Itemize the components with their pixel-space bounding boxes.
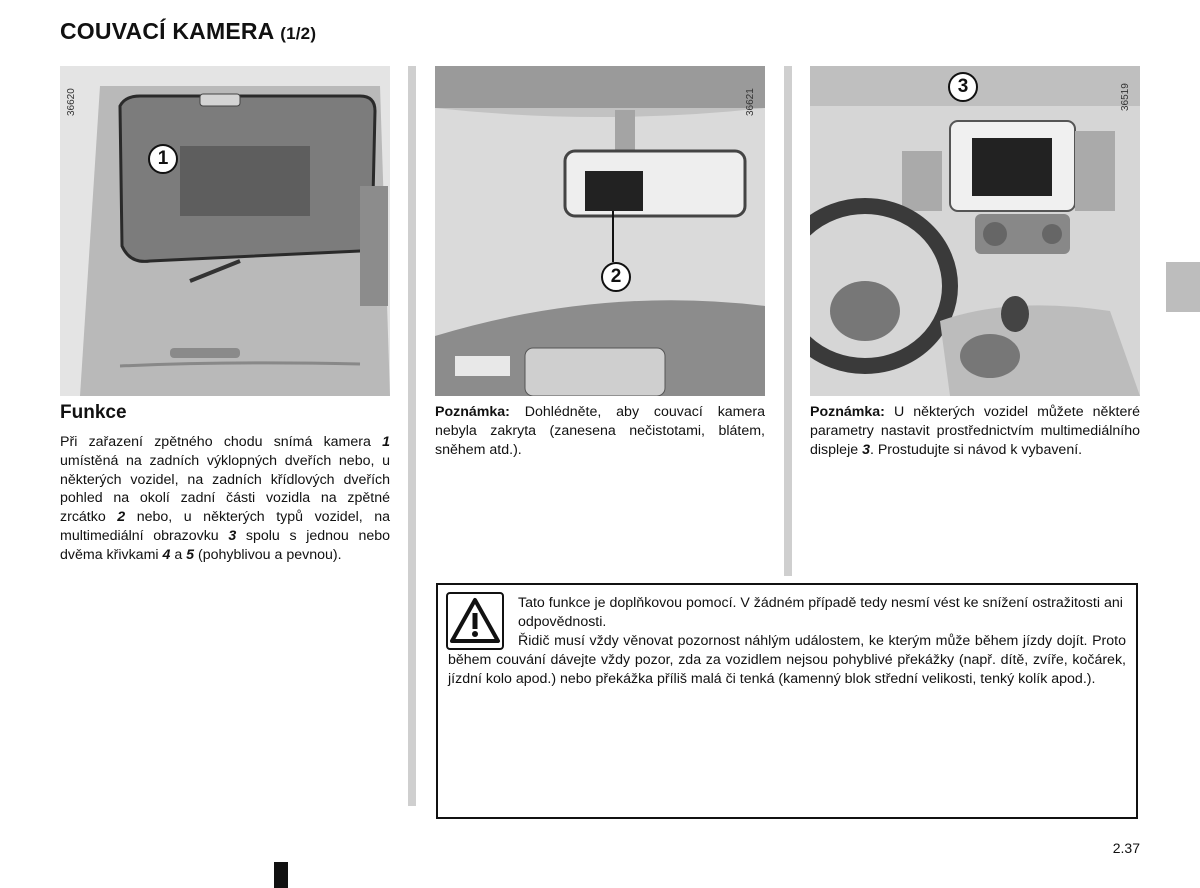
callout-1: 1 bbox=[148, 144, 178, 174]
warning-paragraph-2: Řidič musí vždy věnovat pozornost náhlým událostem, ke kterým může během jízdy dojít. Proto během couvání dávejte vždy pozor, zda za vozidlem nejsou pohyblivé překážky (např. dítě, zvíře, kočárek, jízdní kolo apod.) nebo překážka příliš malá či tenká (kamenný blok střední velikosti, tenký kolík apod.). bbox=[448, 633, 1126, 687]
page-number: 2.37 bbox=[1112, 840, 1140, 856]
figure-ref: 36621 bbox=[745, 88, 756, 116]
ref-number: 1 bbox=[382, 434, 390, 450]
ref-number: 3 bbox=[862, 441, 870, 458]
note-multimedia-settings bbox=[810, 403, 1140, 459]
ref-number: 3 bbox=[228, 527, 237, 544]
ref-number: 5 bbox=[186, 546, 195, 563]
text-run: umístěná na zadních výklopných dveřích nebo, u některých vozidel, na zadních křídlových dveřích pohled na okolí zadní části vozidla na zpětné zrcátko bbox=[60, 452, 390, 526]
title-part: (1/2) bbox=[280, 24, 317, 43]
note-label: Poznámka: bbox=[810, 404, 885, 420]
figure-ref: 36620 bbox=[66, 88, 77, 116]
dashboard-illustration bbox=[810, 66, 1140, 396]
figure-mirror bbox=[435, 66, 765, 396]
note-text: . Prostudujte si návod k vybavení. bbox=[869, 441, 1083, 458]
figure-ref: 36519 bbox=[1120, 83, 1131, 111]
callout-3: 3 bbox=[948, 72, 978, 102]
note-label: Poznámka: bbox=[435, 404, 510, 420]
funkce-paragraph bbox=[60, 433, 390, 565]
text-run: Při zařazení zpětného chodu snímá kamera bbox=[60, 434, 383, 450]
column-divider-2 bbox=[784, 66, 792, 576]
figure-dashboard bbox=[810, 66, 1140, 396]
ref-number: 2 bbox=[117, 509, 126, 526]
figure-rear-door bbox=[60, 66, 390, 396]
warning-paragraph-1: Tato funkce je doplňkovou pomocí. V žádném případě tedy nesmí vést ke snížení ostražitosti ani odpovědnosti. bbox=[518, 595, 1123, 630]
chapter-tab bbox=[1166, 262, 1200, 312]
text-run: spolu s jednou nebo dvěma křivkami bbox=[60, 527, 391, 563]
text-run: (pohyblivou a pevnou). bbox=[194, 546, 342, 563]
text-run: nebo, u některých typů vozidel, na multimediální obrazovku bbox=[60, 509, 391, 544]
ref-number: 4 bbox=[162, 546, 171, 563]
column-divider-1 bbox=[408, 66, 416, 806]
text-run: a bbox=[170, 546, 187, 563]
section-heading-funkce: Funkce bbox=[60, 402, 127, 423]
mirror-illustration bbox=[435, 66, 765, 396]
title-text: COUVACÍ KAMERA bbox=[60, 18, 274, 44]
note-camera-clean bbox=[435, 403, 765, 459]
callout-2: 2 bbox=[601, 262, 631, 292]
page-title bbox=[60, 18, 316, 45]
rear-door-illustration bbox=[60, 66, 390, 396]
note-text: U některých vozidel můžete některé parametry nastavit prostřednictvím multimediálního displeje bbox=[810, 404, 1140, 458]
note-text: Dohlédněte, aby couvací kamera nebyla zakryta (zanesena nečistotami, blátem, sněhem atd.). bbox=[435, 404, 765, 458]
warning-text bbox=[448, 594, 1126, 689]
bottom-marker-bar bbox=[274, 862, 288, 888]
